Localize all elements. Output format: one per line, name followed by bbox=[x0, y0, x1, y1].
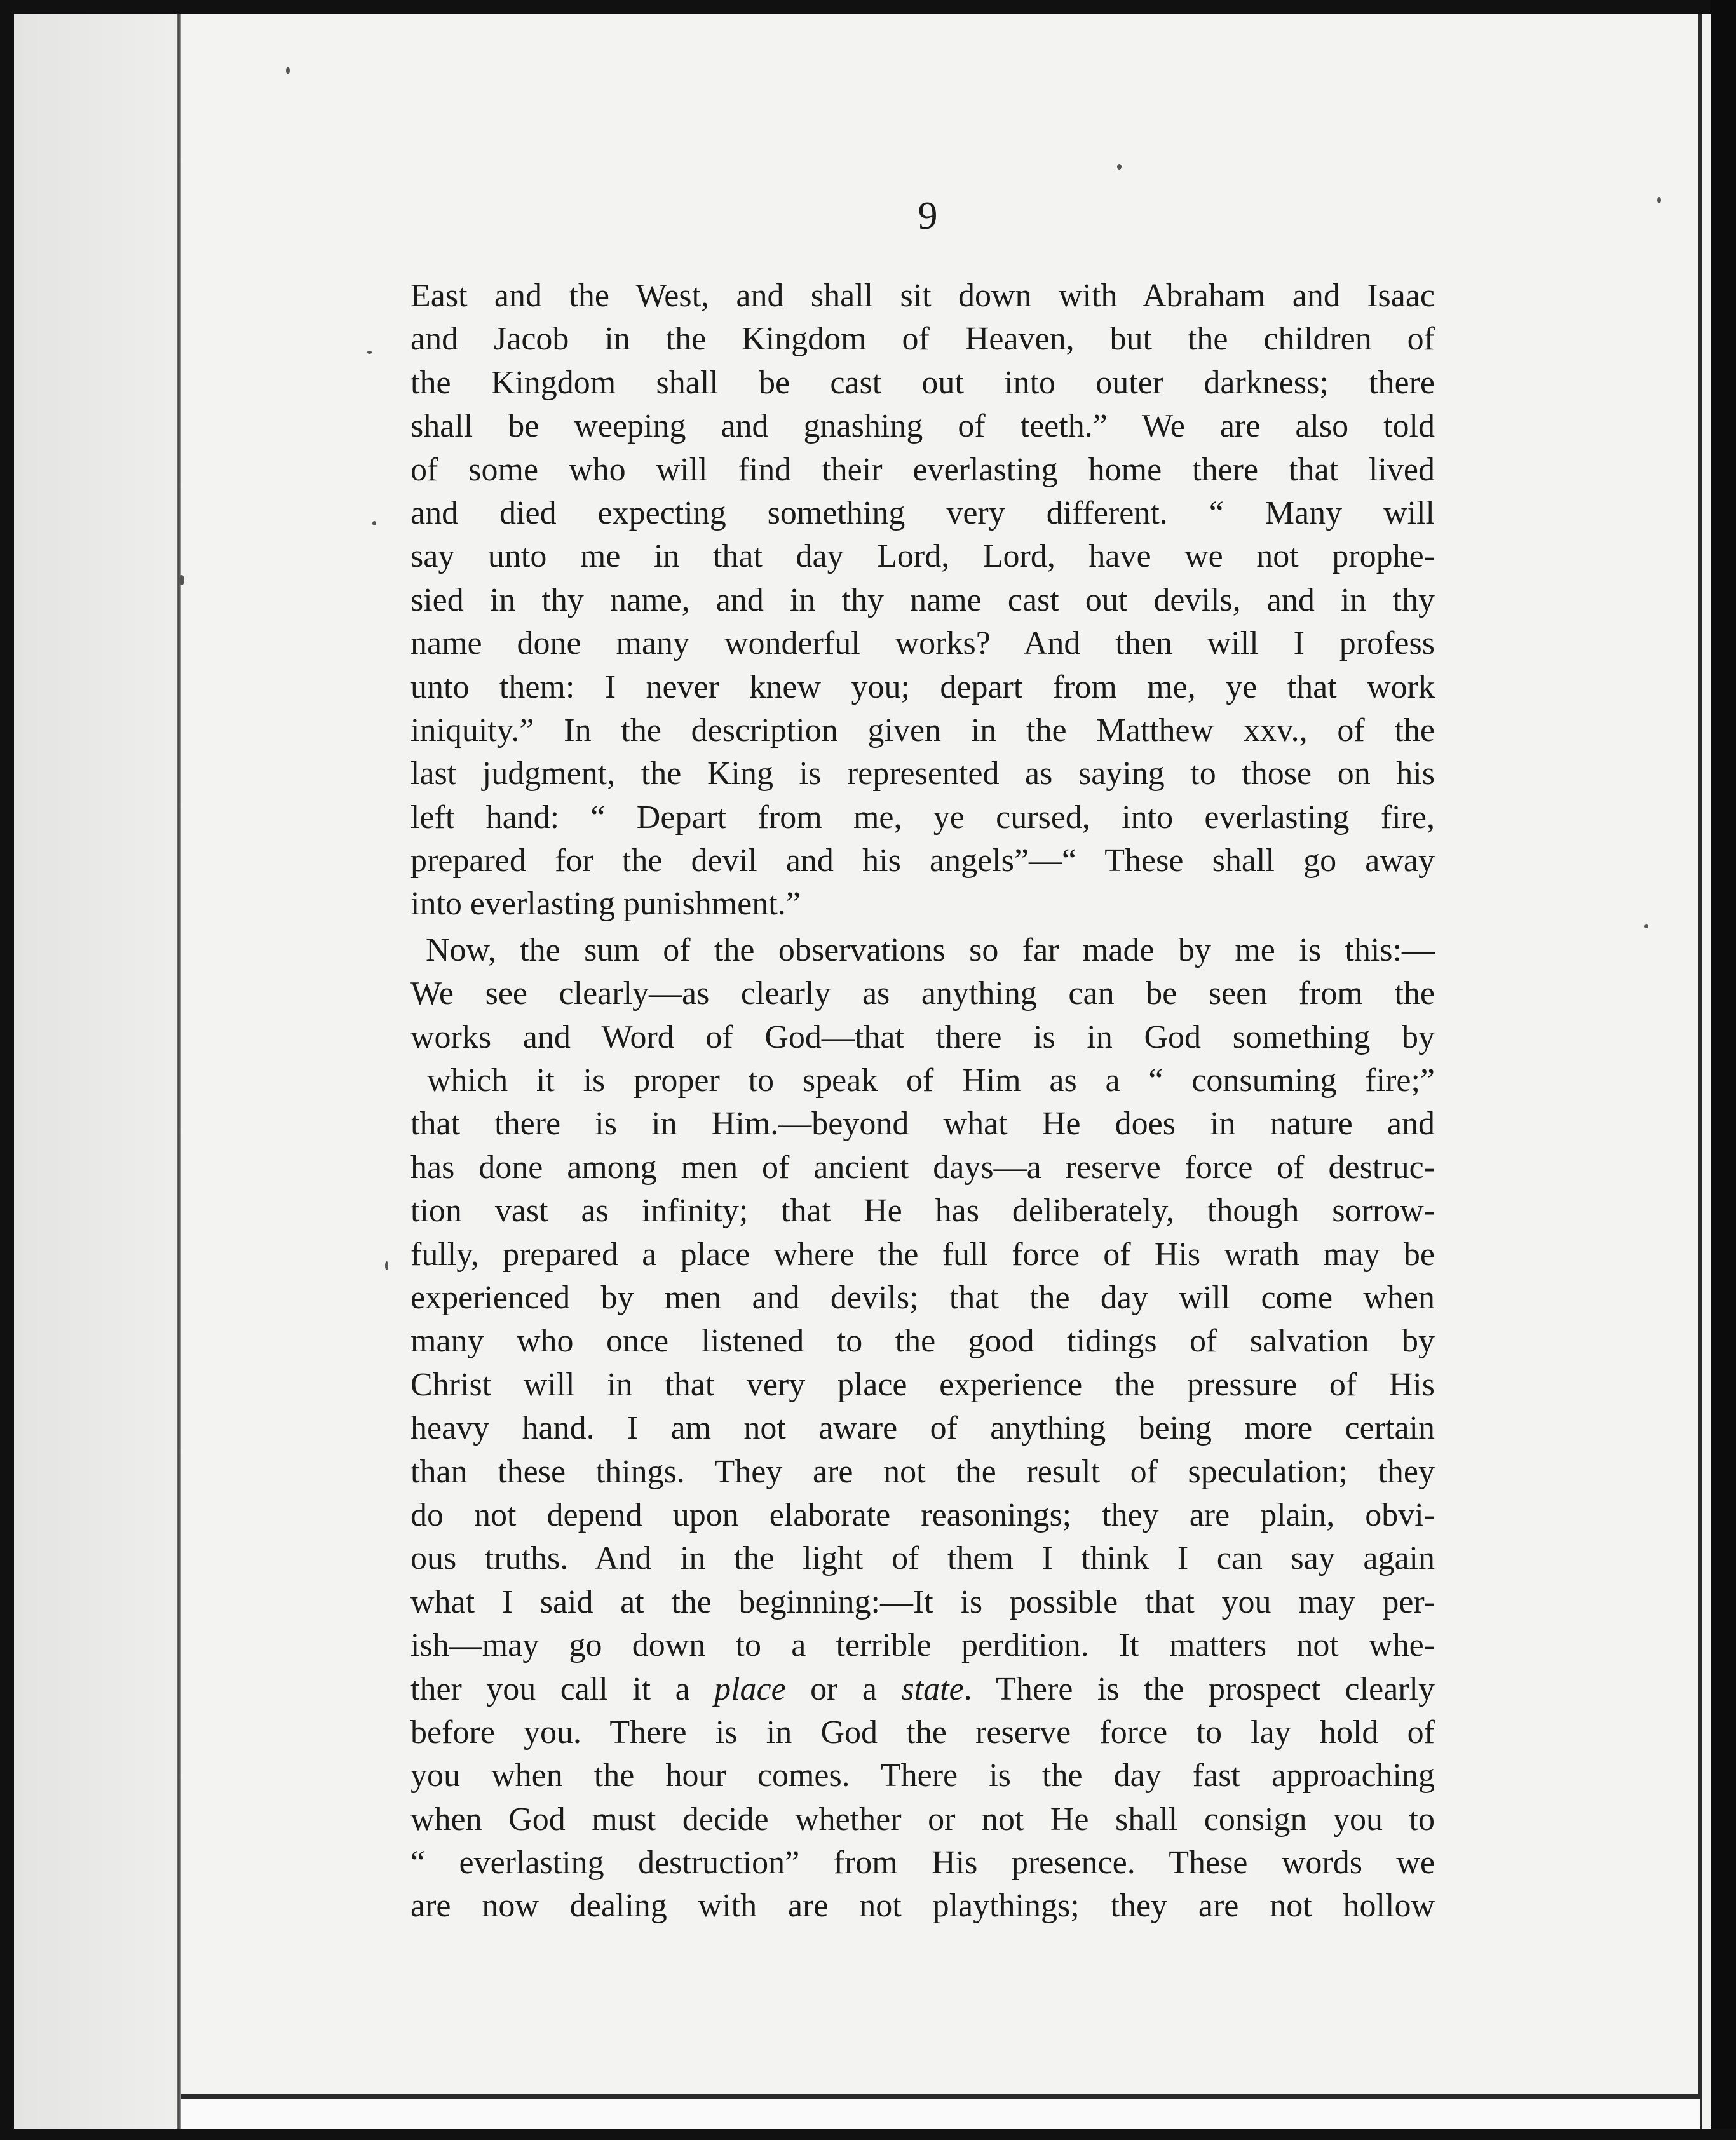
dust-speck bbox=[385, 1261, 388, 1270]
text-line: that there is in Him.—beyond what He does in nature and bbox=[410, 1106, 1435, 1142]
gutter-shade bbox=[14, 0, 177, 2140]
dust-speck bbox=[367, 351, 372, 354]
text-line: of some who will find their everlasting home there that lived bbox=[410, 451, 1435, 488]
text-line: “ everlasting destruction” from His presence. These words we bbox=[410, 1845, 1435, 1881]
text-line: Now, the sum of the observations so far made by me is this:— bbox=[426, 931, 1435, 968]
text-line: We see clearly—as clearly as anything can be seen from the bbox=[410, 975, 1435, 1012]
text-line: you when the hour comes. There is the day fast approaching bbox=[410, 1757, 1435, 1794]
page-body-text bbox=[410, 274, 1435, 1928]
text-line: works and Word of God—that there is in God something by bbox=[410, 1019, 1435, 1055]
dust-speck bbox=[1117, 164, 1122, 170]
bottom-page-edge bbox=[181, 2094, 1700, 2099]
bottom-margin bbox=[181, 2099, 1700, 2129]
text-line: last judgment, the King is represented as saying to those on his bbox=[410, 755, 1435, 792]
text-line: experienced by men and devils; that the day will come when bbox=[410, 1279, 1435, 1316]
text-line: shall be weeping and gnashing of teeth.” We are also told bbox=[410, 408, 1435, 445]
dust-speck bbox=[1644, 924, 1648, 928]
text-line: and Jacob in the Kingdom of Heaven, but the children of bbox=[410, 321, 1435, 358]
text-line: the Kingdom shall be cast out into outer darkness; there bbox=[410, 364, 1435, 401]
text-line: name done many wonderful works? And then will I profess bbox=[410, 625, 1435, 662]
dust-speck bbox=[1657, 197, 1661, 203]
text-line: do not depend upon elaborate reasonings; they are plain, obvi- bbox=[410, 1496, 1435, 1533]
text-line: prepared for the devil and his angels”—“ These shall go away bbox=[410, 843, 1435, 879]
text-line: and died expecting something very different. “ Many will bbox=[410, 494, 1435, 531]
page-number: 9 bbox=[918, 194, 938, 238]
text-line: into everlasting punishment.” bbox=[410, 886, 801, 923]
binding-line bbox=[177, 0, 181, 2140]
scan-frame-right bbox=[1711, 0, 1736, 2140]
text-fragment: ther you call it a bbox=[410, 1670, 715, 1707]
dust-speck bbox=[286, 67, 290, 74]
text-line: tion vast as infinity; that He has deliberately, though sorrow- bbox=[410, 1193, 1435, 1229]
text-line: has done among men of ancient days—a reserve force of destruc- bbox=[410, 1149, 1435, 1186]
text-line: unto them: I never knew you; depart from me, ye that work bbox=[410, 668, 1435, 705]
text-line: Christ will in that very place experience the pressure of His bbox=[410, 1366, 1435, 1403]
scan-frame-top bbox=[0, 0, 1736, 14]
right-page-edge bbox=[1698, 0, 1702, 2140]
text-line-with-italics bbox=[410, 1668, 1435, 1711]
scan-frame-left bbox=[0, 0, 14, 2140]
text-line: many who once listened to the good tidings of salvation by bbox=[410, 1323, 1435, 1360]
text-fragment: or a bbox=[785, 1670, 902, 1707]
text-line: what I said at the beginning:—It is possible that you may per- bbox=[410, 1583, 1435, 1620]
text-line: say unto me in that day Lord, Lord, have we not prophe- bbox=[410, 538, 1435, 575]
text-fragment: . There is the prospect clearly bbox=[963, 1670, 1435, 1707]
text-line: heavy hand. I am not aware of anything being more certain bbox=[410, 1410, 1435, 1447]
text-line: fully, prepared a place where the full force of His wrath may be bbox=[410, 1236, 1435, 1273]
text-line: before you. There is in God the reserve force to lay hold of bbox=[410, 1714, 1435, 1751]
italic-word-place: place bbox=[714, 1670, 786, 1707]
scan-frame-bottom bbox=[0, 2129, 1736, 2140]
dust-speck bbox=[179, 575, 184, 585]
text-line: than these things. They are not the result of speculation; they bbox=[410, 1453, 1435, 1490]
text-line: iniquity.” In the description given in the Matthew xxv., of the bbox=[410, 712, 1435, 748]
italic-word-state: state bbox=[901, 1670, 964, 1707]
text-line: which it is proper to speak of Him as a “ consuming fire;” bbox=[427, 1062, 1435, 1099]
text-line: sied in thy name, and in thy name cast out devils, and in thy bbox=[410, 581, 1435, 618]
text-line: ous truths. And in the light of them I think I can say again bbox=[410, 1540, 1435, 1577]
text-line: when God must decide whether or not He shall consign you to bbox=[410, 1801, 1435, 1838]
text-line: ish—may go down to a terrible perdition. It matters not whe- bbox=[410, 1627, 1435, 1664]
text-line: East and the West, and shall sit down with Abraham and Isaac bbox=[410, 278, 1435, 314]
dust-speck bbox=[372, 521, 376, 525]
text-line: left hand: “ Depart from me, ye cursed, into everlasting fire, bbox=[410, 799, 1435, 836]
text-line: are now dealing with are not playthings; they are not hollow bbox=[410, 1888, 1435, 1925]
